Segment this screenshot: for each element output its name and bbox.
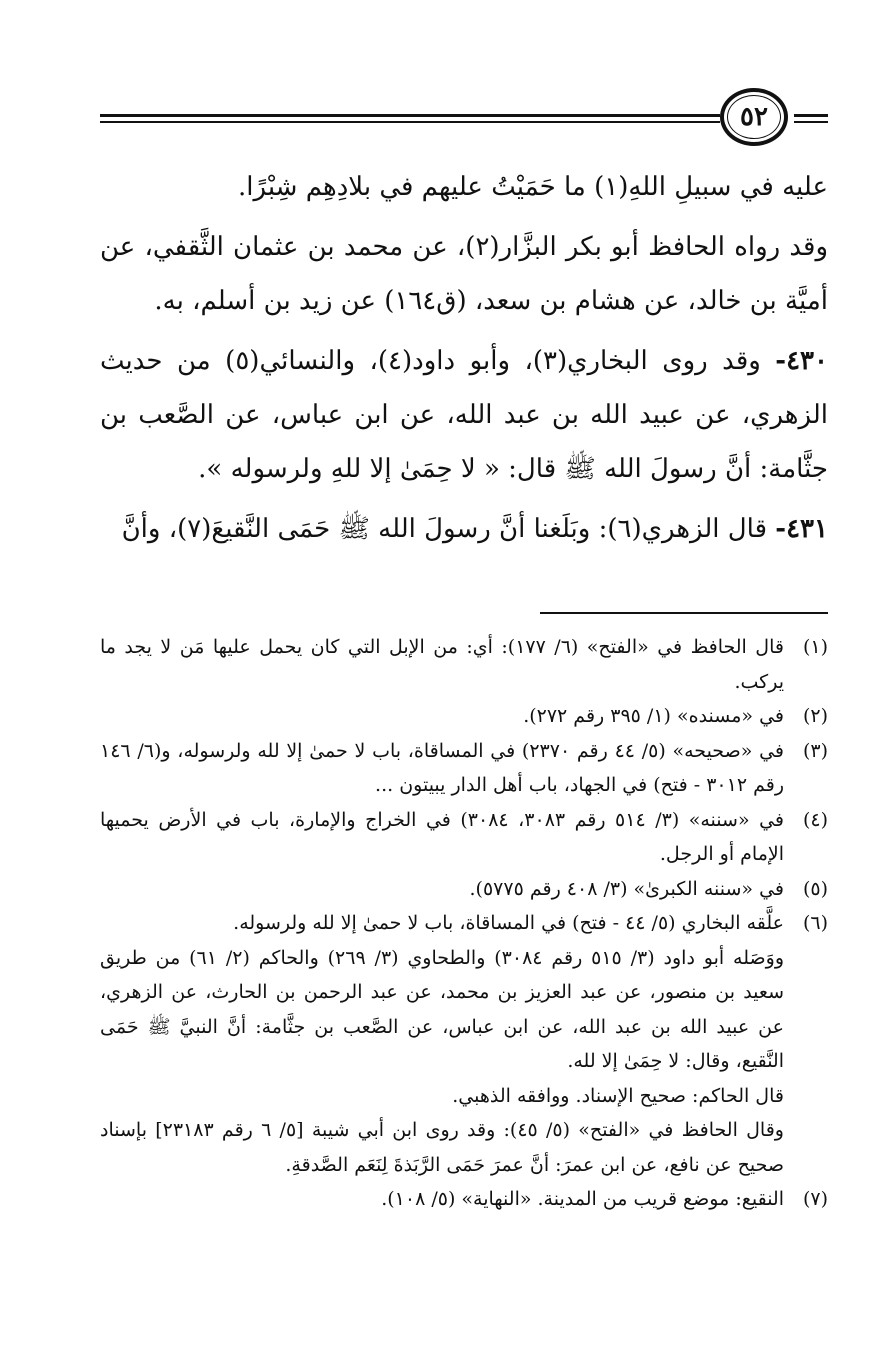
footnote-text: في «سننه» (٣/ ٥١٤ رقم ٣٠٨٣، ٣٠٨٤) في الخراج والإمارة، باب في الأرض يحميها الإمام أو الرجل. — [100, 808, 784, 865]
footnote-number: (٤) — [802, 808, 828, 831]
footnote-text: علَّقه البخاري (٥/ ٤٤ - فتح) في المساقاة، باب لا حمىٰ إلا لله ولرسوله. — [233, 912, 784, 934]
paragraph-text: وقد رواه الحافظ أبو بكر البزَّار(٢)، عن محمد بن عثمان الثَّقفي، عن أميَّة بن خالد، عن هشام بن سعد، (ق١٦٤) عن زيد بن أسلم، به. — [100, 232, 828, 316]
paragraph-text: عليه في سبيلِ اللهِ(١) ما حَمَيْتُ عليهم في بلادِهِم شِبْرًا. — [237, 172, 828, 202]
footnote — [100, 803, 828, 872]
footnote-number: (١) — [802, 636, 828, 658]
footnote-text: النقيع: موضع قريب من المدينة. «النهاية» (٥/ ١٠٨). — [381, 1188, 784, 1210]
page-header — [100, 88, 828, 158]
footnote-number: (٧) — [802, 1188, 828, 1210]
footnote-number: (٣) — [802, 739, 828, 762]
footnotes — [100, 630, 828, 1217]
footnote-text: ووَصَله أبو داود (٣/ ٥١٥ رقم ٣٠٨٤) والطحاوي (٣/ ٢٦٩) والحاكم (٢/ ٦١) من طريق سعيد بن منصور، عن عبد العزيز بن محمد، عن عبد الرحمن بن الحارث، عن الزهري، عن عبيد الله بن عبد الله، عن ابن عباس، عن الصَّعب بن جثَّامة: أنَّ النبيَّ ﷺ حَمَى النَّقيع، وقال: لا حِمَىٰ إلا لله. — [100, 946, 785, 1072]
footnote-number: (٦) — [802, 912, 828, 934]
hadith-number: ٤٣١- — [775, 514, 828, 544]
footnote-separator — [540, 612, 828, 614]
paragraph-text: وقد روى البخاري(٣)، وأبو داود(٤)، والنسائي(٥) من حديث الزهري، عن عبيد الله بن عبد الله، عن ابن عباس، عن الصَّعب بن جثَّامة: أنَّ رسولَ الله ﷺ قال: « لا حِمَىٰ إلا للهِ ولرسوله ». — [100, 346, 828, 484]
header-rule — [100, 121, 720, 123]
footnote — [100, 1182, 828, 1217]
header-rule — [794, 121, 828, 123]
footnote-text: وقال الحافظ في «الفتح» (٥/ ٤٥): وقد روى ابن أبي شيبة [٥/ ٦ رقم ٢٣١٨٣] بإسناد صحيح عن نافع، عن ابن عمرَ: أنَّ عمرَ حَمَى الرَّبَذةَ لِنَعَم الصَّدقةِ. — [100, 1119, 784, 1176]
page-number-ornament — [720, 88, 788, 146]
footnote-text: في «سننه الكبرىٰ» (٣/ ٤٠٨ رقم ٥٧٧٥). — [469, 877, 784, 900]
paragraph — [100, 160, 828, 214]
paragraph-text: قال الزهري(٦): وبَلَغنا أنَّ رسولَ الله ﷺ حَمَى النَّقيعَ(٧)، وأنَّ — [121, 514, 776, 544]
footnote-text: في «مسنده» (١/ ٣٩٥ رقم ٢٧٢). — [523, 705, 784, 727]
footnote-text: قال الحاكم: صحيح الإسناد. ووافقه الذهبي. — [452, 1084, 784, 1107]
footnote-number: (٢) — [802, 705, 828, 727]
footnote-text: في «صحيحه» (٥/ ٤٤ رقم ٢٣٧٠) في المساقاة، باب لا حمىٰ إلا لله ولرسوله، و(٦/ ١٤٦ رقم ٣٠١٢ - فتح) في الجهاد، باب أهل الدار يبيتون ... — [100, 739, 784, 796]
footnote — [100, 906, 828, 1182]
main-text — [100, 160, 828, 562]
footnote — [100, 872, 828, 907]
header-rule — [794, 114, 828, 117]
hadith-number: ٤٣٠- — [775, 346, 828, 376]
paragraph — [100, 334, 828, 496]
page-number: ٥٢ — [740, 102, 768, 132]
paragraph — [100, 502, 828, 556]
footnote — [100, 734, 828, 803]
footnote-text: قال الحافظ في «الفتح» (٦/ ١٧٧): أي: من الإبل التي كان يحمل عليها مَن لا يجد ما يركب. — [100, 636, 784, 693]
paragraph — [100, 220, 828, 328]
footnote-number: (٥) — [802, 877, 828, 900]
footnote — [100, 699, 828, 734]
header-rule — [100, 114, 720, 117]
footnote — [100, 630, 828, 699]
